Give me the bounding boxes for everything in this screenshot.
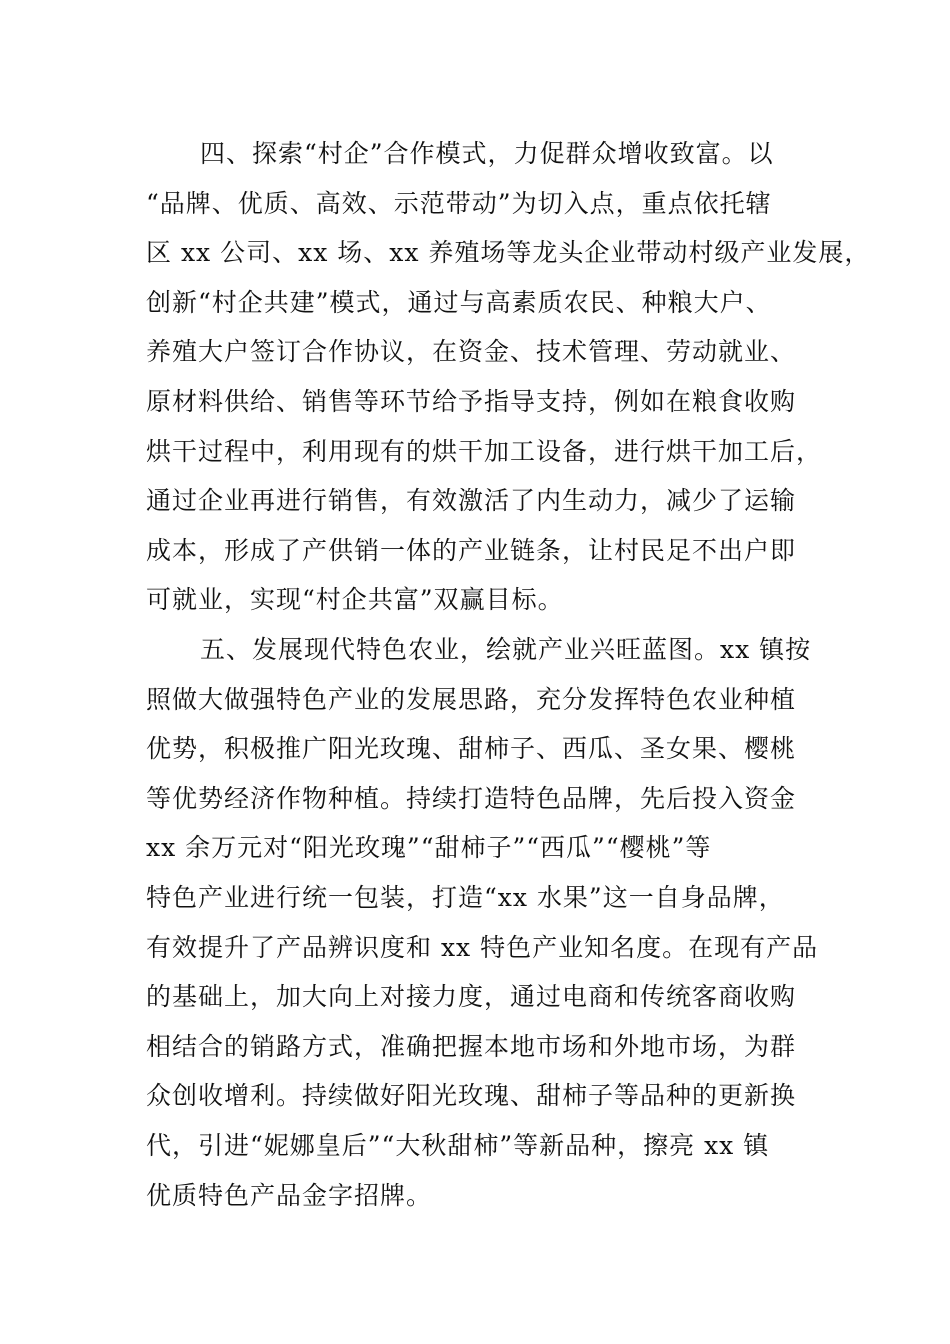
text-line: “品牌、优质、高效、示范带动”为切入点，重点依托辖 xyxy=(146,188,772,218)
text-line: 代，引进“妮娜皇后”“大秋甜柿”等新品种，擦亮 xx 镇 xyxy=(146,1130,770,1160)
paragraph-village-enterprise-cooperation xyxy=(146,129,871,625)
text-line: 烘干过程中，利用现有的烘干加工设备，进行烘干加工后， xyxy=(146,436,823,466)
text-line: 特色产业进行统一包装，打造“xx 水果”这一自身品牌， xyxy=(146,882,785,912)
text-line: 可就业，实现“村企共富”双赢目标。 xyxy=(146,585,564,615)
text-line: 众创收增利。持续做好阳光玫瑰、甜柿子等品种的更新换 xyxy=(146,1081,797,1111)
text-line: 有效提升了产品辨识度和 xx 特色产业知名度。在现有产品 xyxy=(146,932,819,962)
paragraph-modern-specialty-agriculture xyxy=(146,625,846,1220)
text-line: 相结合的销路方式，准确把握本地市场和外地市场，为群 xyxy=(146,1031,797,1061)
text-line: 四、探索“村企”合作模式，力促群众增收致富。以 xyxy=(200,139,774,168)
text-line: 优势，积极推广阳光玫瑰、甜柿子、西瓜、圣女果、樱桃 xyxy=(146,734,797,764)
text-line: 的基础上，加大向上对接力度，通过电商和传统客商收购 xyxy=(146,982,797,1012)
text-line: 通过企业再进行销售，有效激活了内生动力，减少了运输 xyxy=(146,486,797,516)
text-line: 优质特色产品金字招牌。 xyxy=(146,1180,433,1210)
text-line: 照做大做强特色产业的发展思路，充分发挥特色农业种植 xyxy=(146,684,797,714)
text-line: 创新“村企共建”模式，通过与高素质农民、种粮大户、 xyxy=(146,287,772,317)
text-line: 五、发展现代特色农业，绘就产业兴旺蓝图。xx 镇按 xyxy=(200,635,812,664)
text-line: 养殖大户签订合作协议，在资金、技术管理、劳动就业、 xyxy=(146,337,797,367)
text-line: xx 余万元对“阳光玫瑰”“甜柿子”“西瓜”“樱桃”等 xyxy=(146,833,712,863)
text-line: 等优势经济作物种植。持续打造特色品牌，先后投入资金 xyxy=(146,783,797,813)
text-line: 成本，形成了产供销一体的产业链条，让村民足不出户即 xyxy=(146,535,797,565)
text-line: 原材料供给、销售等环节给予指导支持，例如在粮食收购 xyxy=(146,386,797,416)
text-line: 区 xx 公司、xx 场、xx 养殖场等龙头企业带动村级产业发展， xyxy=(146,238,871,268)
